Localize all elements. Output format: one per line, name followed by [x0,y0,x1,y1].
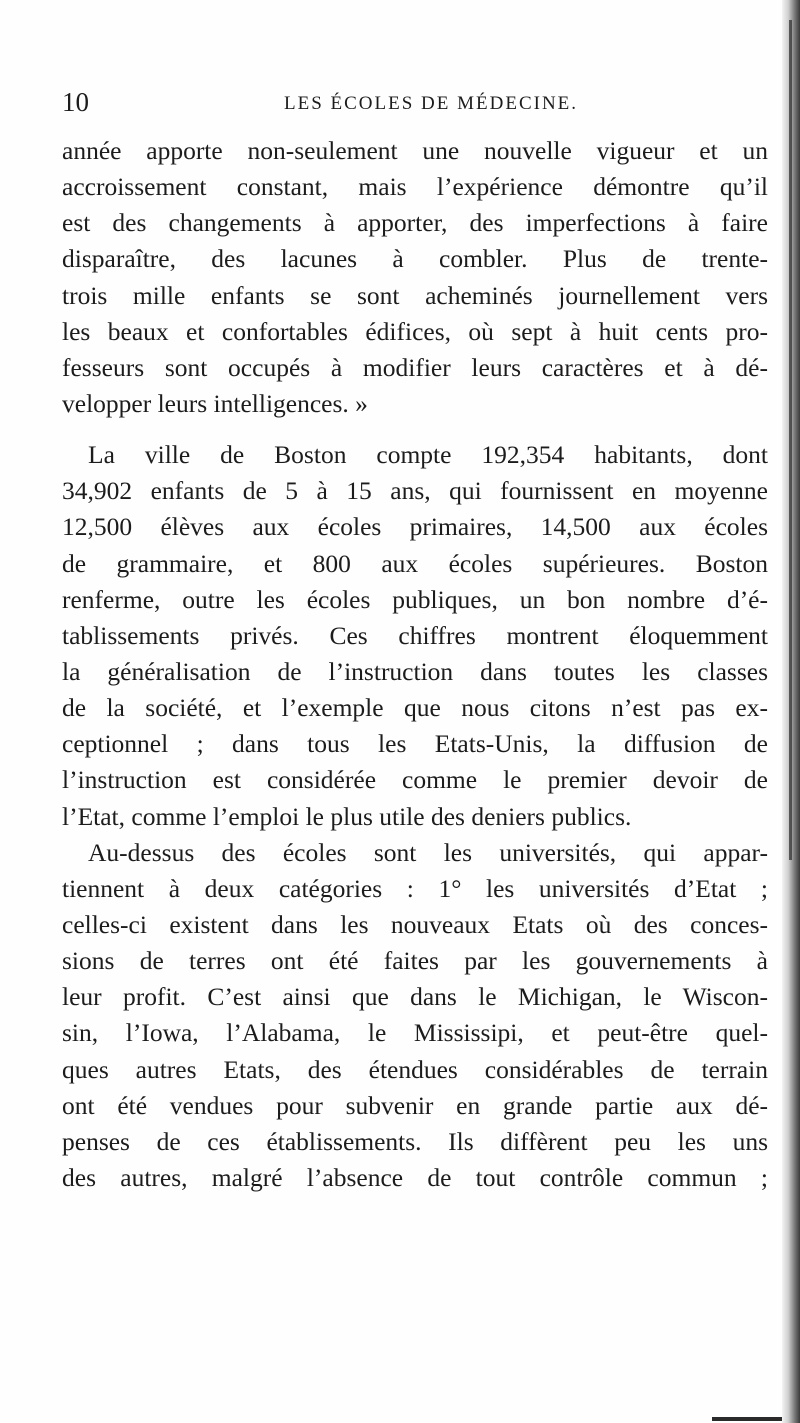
page-header [62,86,774,118]
text-line: 12,500 élèves aux écoles primaires, 14,500 aux écoles [62,512,768,542]
text-line: ont été vendues pour subvenir en grande partie aux dé- [62,1090,768,1120]
text-line: sions de terres ont été faites par les gouvernements à [62,946,768,976]
text-line: 34,902 enfants de 5 à 15 ans, qui fournissent en moyenne [62,476,768,506]
text-line: de grammaire, et 800 aux écoles supérieures. Boston [62,548,768,578]
text-line: trois mille enfants se sont acheminés journellement vers [62,280,768,310]
text-line: accroissement constant, mais l’expérience démontre qu’il [62,172,768,202]
text-line: sin, l’Iowa, l’Alabama, le Mississipi, et peut-être quel- [62,1018,768,1048]
body-text [62,133,768,1196]
text-line: de la société, et l’exemple que nous citons n’est pas ex- [62,693,768,723]
page-number: 10 [62,87,89,117]
paragraph-gap [62,422,768,437]
text-line: leur profit. C’est ainsi que dans le Michigan, le Wiscon- [62,982,768,1012]
text-line: année apporte non-seulement une nouvelle vigueur et un [62,136,768,165]
text-line: l’instruction est considérée comme le premier devoir de [62,765,768,795]
text-line: tiennent à deux catégories : 1° les universités d’Etat ; [62,873,768,903]
text-line: ceptionnel ; dans tous les Etats-Unis, la diffusion de [62,729,768,759]
text-line: est des changements à apporter, des imperfections à faire [62,208,768,238]
text-line: velopper leurs intelligences. » [62,388,368,418]
text-line: fesseurs sont occupés à modifier leurs caractères et à dé- [62,352,768,382]
text-line: penses de ces établissements. Ils diffèrent peu les uns [62,1126,768,1156]
text-line: la généralisation de l’instruction dans toutes les classes [62,656,768,686]
text-line: La ville de Boston compte 192,354 habitants, dont [88,440,768,470]
text-line: les beaux et confortables édifices, où sept à huit cents pro- [62,316,768,346]
text-line: disparaître, des lacunes à combler. Plus de trente- [62,244,768,274]
text-line: des autres, malgré l’absence de tout contrôle commun ; [62,1162,768,1192]
text-line: l’Etat, comme l’emploi le plus utile des deniers publics. [62,801,632,831]
running-title: LES ÉCOLES DE MÉDECINE. [284,93,579,114]
text-line: renferme, outre les écoles publiques, un bon nombre d’é- [62,584,768,614]
scan-edge-line [789,20,792,860]
text-line: tablissements privés. Ces chiffres montrent éloquemment [62,620,768,650]
text-line: celles-ci existent dans les nouveaux Etats où des conces- [62,909,768,939]
text-line: Au-dessus des écoles sont les universités, qui appar- [88,837,768,867]
scan-bottom-mark [712,1417,782,1421]
text-line: ques autres Etats, des étendues considérables de terrain [62,1054,768,1084]
